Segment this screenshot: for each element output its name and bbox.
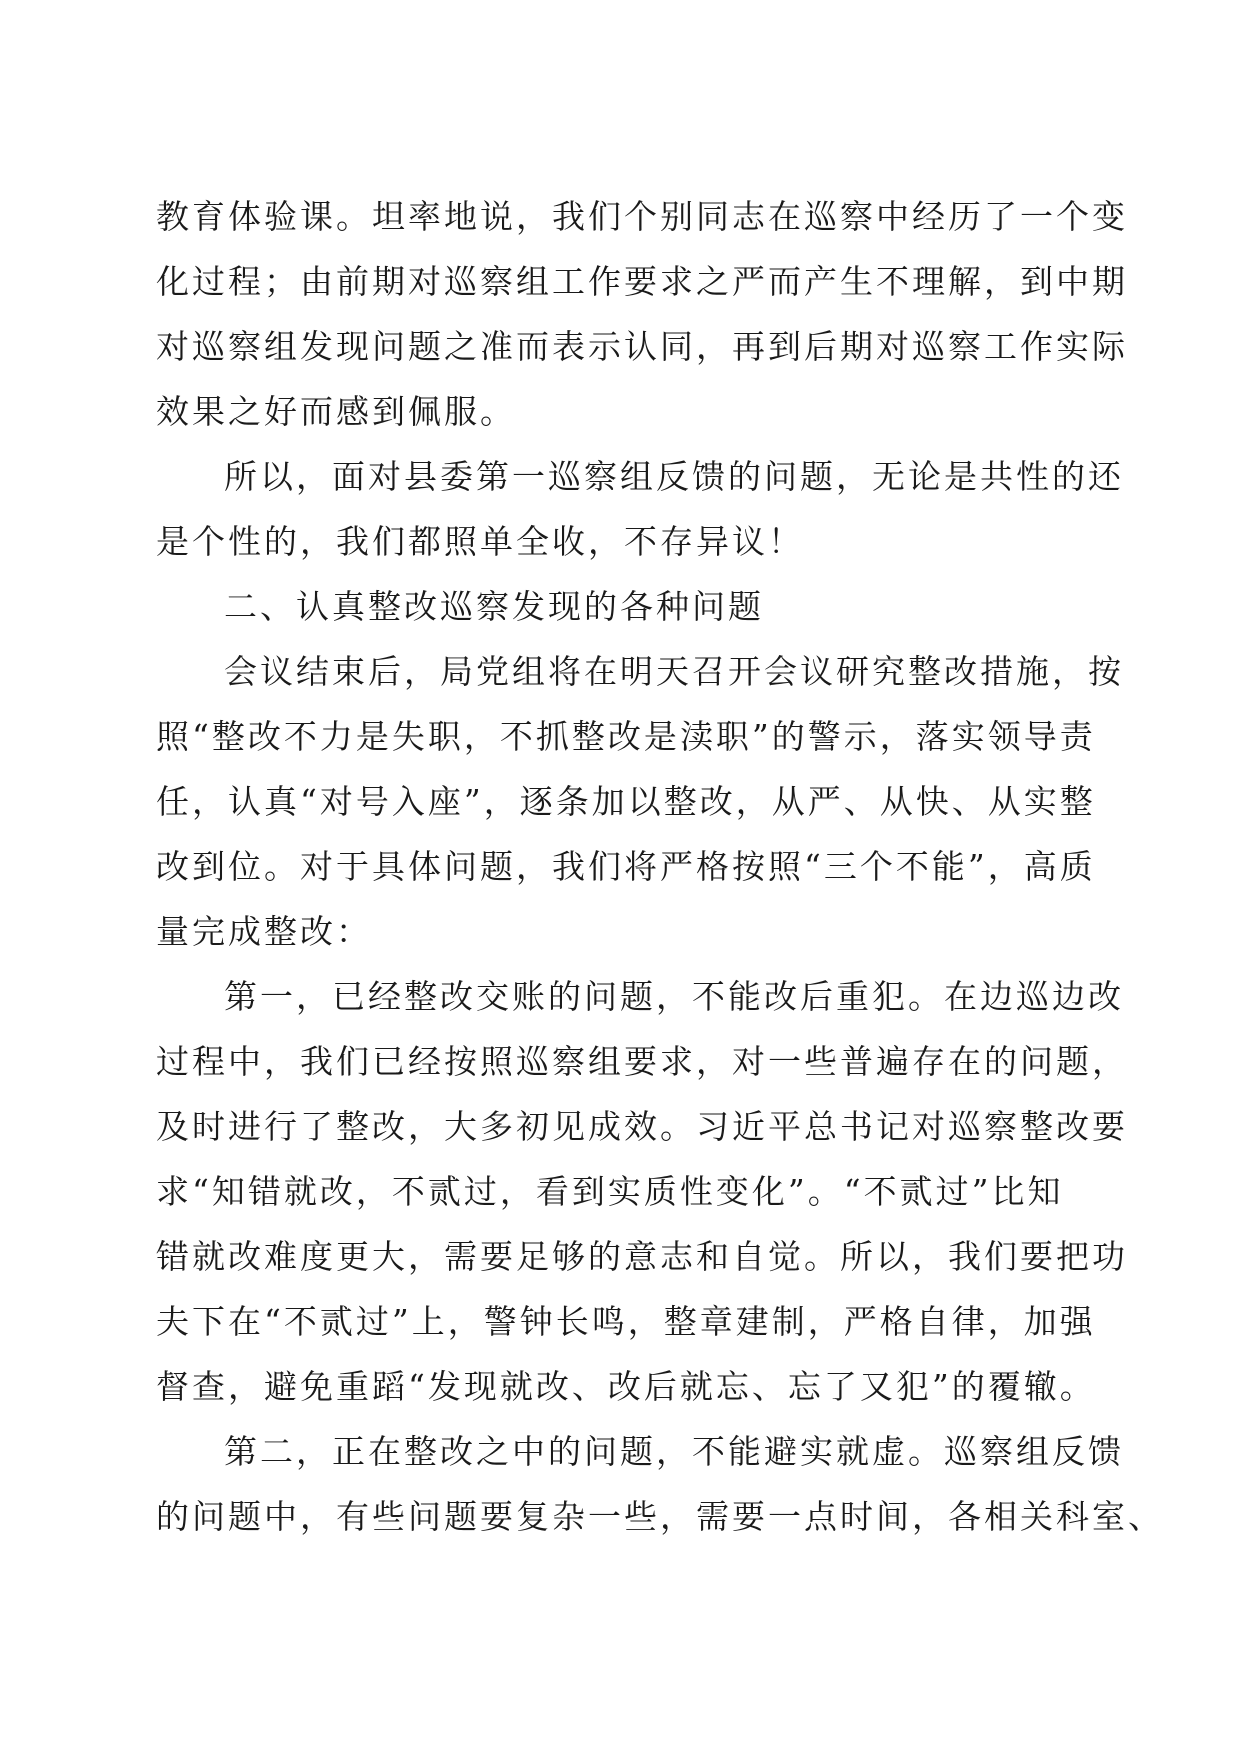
text-line: 教育体验课。坦率地说，我们个别同志在巡察中经历了一个变 [156, 197, 1128, 236]
text-line: 及时进行了整改，大多初见成效。习近平总书记对巡察整改要 [156, 1107, 1128, 1146]
text-line: 照“整改不力是失职，不抓整改是渎职”的警示，落实领导责 [156, 717, 1096, 756]
text-line: 量完成整改： [156, 912, 372, 951]
paragraph-start-line: 会议结束后，局党组将在明天召开会议研究整改措施，按 [224, 652, 1124, 691]
text-line: 效果之好而感到佩服。 [156, 392, 516, 431]
text-line: 改到位。对于具体问题，我们将严格按照“三个不能”，高质 [156, 847, 1096, 886]
section-heading: 二、认真整改巡察发现的各种问题 [224, 587, 764, 626]
paragraph-start-line: 第二，正在整改之中的问题，不能避实就虚。巡察组反馈 [224, 1432, 1124, 1471]
text-line: 是个性的，我们都照单全收，不存异议！ [156, 522, 804, 561]
text-line: 督查，避免重蹈“发现就改、改后就忘、忘了又犯”的覆辙。 [156, 1367, 1096, 1406]
text-line: 错就改难度更大，需要足够的意志和自觉。所以，我们要把功 [156, 1237, 1128, 1276]
text-line: 的问题中，有些问题要复杂一些，需要一点时间，各相关科室、 [156, 1497, 1164, 1536]
text-line: 对巡察组发现问题之准而表示认同，再到后期对巡察工作实际 [156, 327, 1128, 366]
text-line: 化过程；由前期对巡察组工作要求之严而产生不理解，到中期 [156, 262, 1128, 301]
text-line: 任，认真“对号入座”，逐条加以整改，从严、从快、从实整 [156, 782, 1096, 821]
paragraph-start-line: 第一，已经整改交账的问题，不能改后重犯。在边巡边改 [224, 977, 1124, 1016]
body-text [156, 184, 1164, 1549]
text-line: 求“知错就改，不贰过，看到实质性变化”。“不贰过”比知 [156, 1172, 1064, 1211]
paragraph-start-line: 所以，面对县委第一巡察组反馈的问题，无论是共性的还 [224, 457, 1124, 496]
text-line: 夫下在“不贰过”上，警钟长鸣，整章建制，严格自律，加强 [156, 1302, 1096, 1341]
text-line: 过程中，我们已经按照巡察组要求，对一些普遍存在的问题， [156, 1042, 1128, 1081]
